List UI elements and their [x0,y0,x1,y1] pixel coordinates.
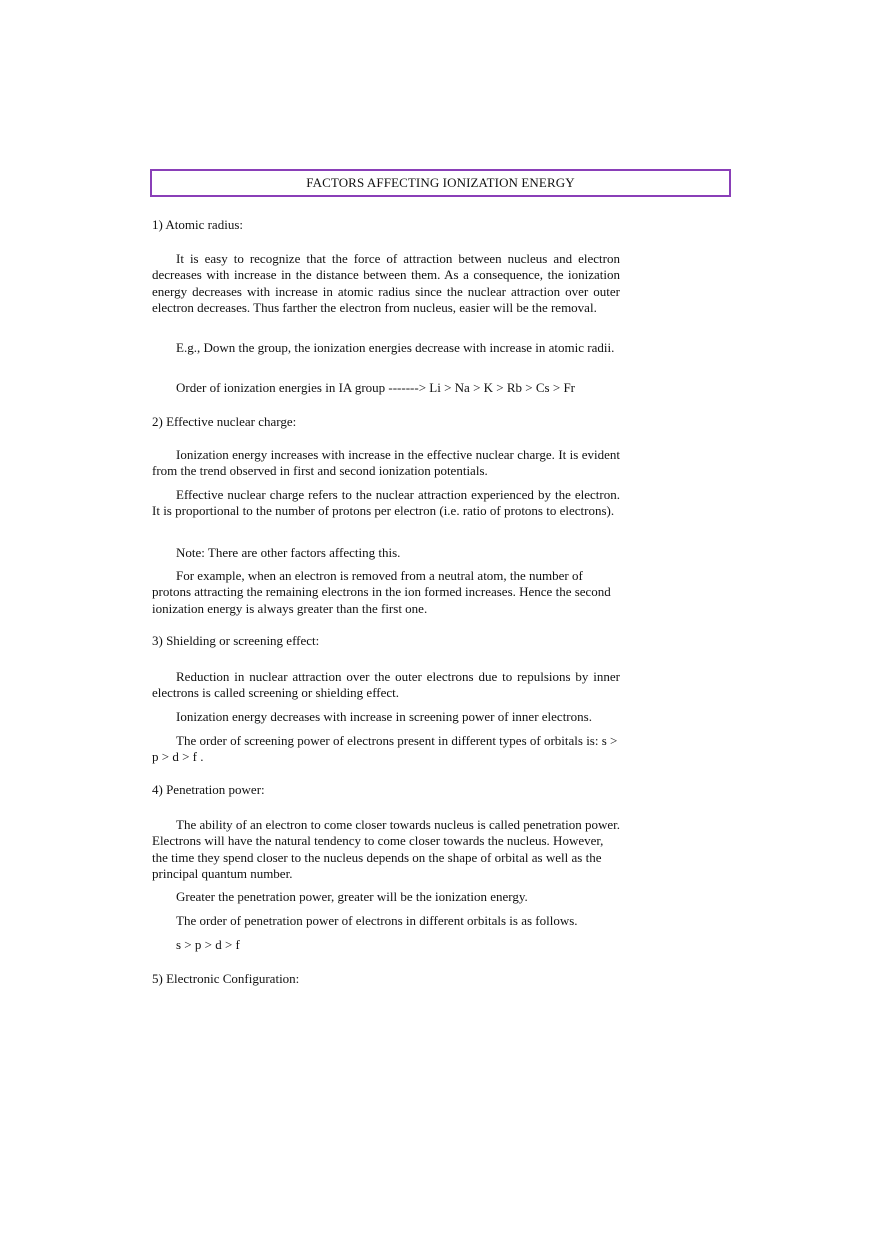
paragraph-effective-nuclear-charge-4: For example, when an electron is removed from a neutral atom, the number of protons attracting the remaining electrons in the ion formed increases. Hence the second ionization energy is always greater than the first one. [152,568,611,616]
section-heading-effective-nuclear-charge: 2) Effective nuclear charge: [152,414,297,429]
paragraph-atomic-radius-3: Order of ionization energies in IA group -------> Li > Na > K > Rb > Cs > Fr [176,380,576,395]
paragraph-penetration-power-2: Greater the penetration power, greater will be the ionization energy. [176,889,528,904]
paragraph-atomic-radius-1: It is easy to recognize that the force of attraction between nucleus and electron decreases with increase in the distance between them. As a consequence, the ionization energy decreases with increase in atomic radius since the nuclear attraction over outer electron decreases. Thus farther the electron from nucleus, easier will be the removal. [152,251,620,315]
paragraph-penetration-power-4: s > p > d > f [176,937,240,952]
page-title: FACTORS AFFECTING IONIZATION ENERGY [306,175,575,190]
section-heading-penetration-power: 4) Penetration power: [152,782,265,797]
title-box [150,169,731,197]
paragraph-penetration-power-3: The order of penetration power of electrons in different orbitals is as follows. [176,913,578,928]
paragraph-shielding-1: Reduction in nuclear attraction over the outer electrons due to repulsions by inner electrons is called screening or shielding effect. [152,669,620,701]
paragraph-shielding-3: The order of screening power of electrons present in different types of orbitals is: s > p > d > f . [152,733,618,765]
section-heading-atomic-radius: 1) Atomic radius: [152,217,243,232]
paragraph-effective-nuclear-charge-2: Effective nuclear charge refers to the nuclear attraction experienced by the electron. It is proportional to the number of protons per electron (i.e. ratio of protons to electrons). [152,487,620,519]
paragraph-atomic-radius-2: E.g., Down the group, the ionization energies decrease with increase in atomic radii. [176,340,615,355]
paragraph-effective-nuclear-charge-1: Ionization energy increases with increase in the effective nuclear charge. It is evident from the trend observed in first and second ionization potentials. [152,447,620,479]
paragraph-penetration-power-1: The ability of an electron to come closer towards nucleus is called penetration power. Electrons will have the natural tendency to come closer towards the nucleus. However, the time they spend closer to the nucleus depends on the shape of orbital as well as the principal quantum number. [152,817,621,881]
paragraph-shielding-2: Ionization energy decreases with increase in screening power of inner electrons. [176,709,592,724]
section-heading-electronic-configuration: 5) Electronic Configuration: [152,971,300,986]
paragraph-effective-nuclear-charge-3: Note: There are other factors affecting this. [176,545,401,560]
section-heading-shielding: 3) Shielding or screening effect: [152,633,320,648]
